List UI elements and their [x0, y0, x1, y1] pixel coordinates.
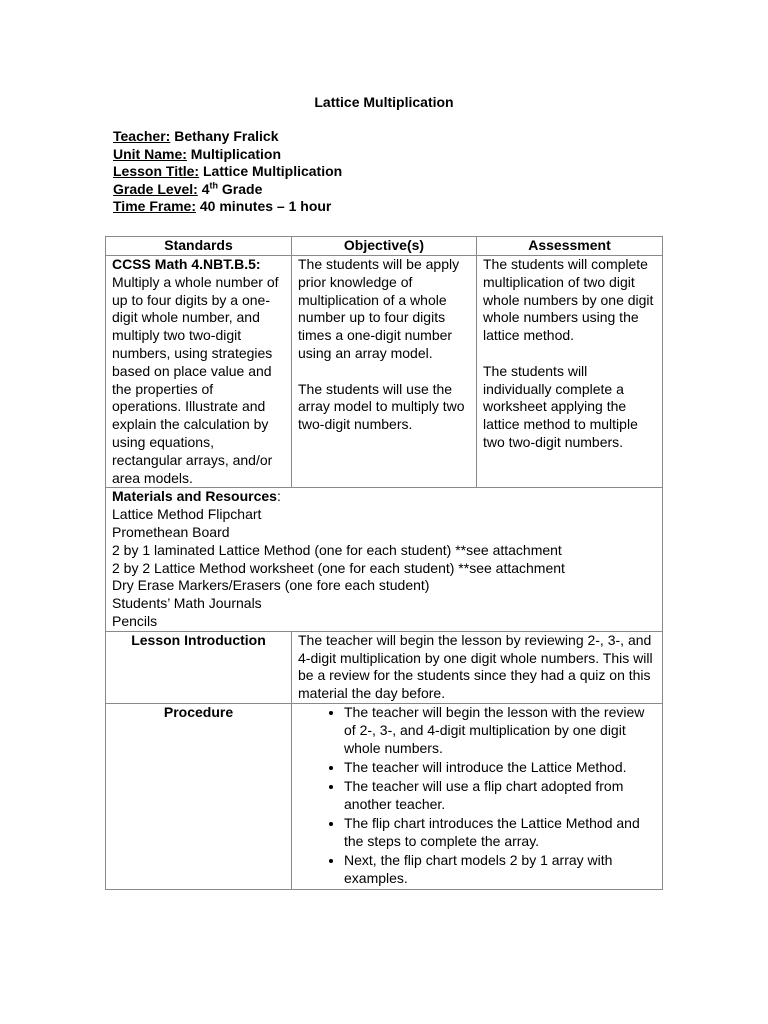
introduction-text: The teacher will begin the lesson by reviewing 2-, 3-, and 4-digit multiplication by one digit whole numbers. This will be a review for the students since they had a quiz on this material the day before. — [292, 631, 663, 703]
standards-cell — [106, 256, 292, 488]
info-label: Grade Level: — [113, 180, 198, 197]
info-time-frame — [113, 198, 342, 216]
header-objectives: Objective(s) — [292, 237, 477, 256]
info-value: Lattice Multiplication — [199, 163, 343, 179]
ordinal-suffix: th — [209, 179, 219, 190]
info-teacher — [113, 128, 342, 146]
info-value: Bethany Fralick — [170, 128, 279, 144]
procedure-step: • The flip chart introduces the Lattice Method and the steps to complete the array. — [344, 815, 656, 851]
procedure-step: • The teacher will begin the lesson with the review of 2-, 3-, and 4-digit multiplication by one digit whole numbers. — [344, 704, 656, 757]
procedure-step: • The teacher will introduce the Lattice Method. — [344, 759, 656, 777]
paragraph-gap — [298, 363, 470, 381]
procedure-label: Procedure — [106, 703, 292, 889]
procedure-list — [298, 704, 656, 888]
table-header-row — [106, 237, 663, 256]
objectives-cell — [292, 256, 477, 488]
materials-heading-line — [112, 488, 656, 506]
info-grade-level — [113, 181, 342, 199]
info-label: Time Frame: — [113, 198, 196, 214]
materials-colon: : — [276, 488, 281, 505]
materials-item: Lattice Method Flipchart — [112, 506, 262, 523]
procedure-step: • Next, the flip chart models 2 by 1 array with examples. — [344, 852, 656, 888]
materials-cell — [106, 488, 663, 631]
lesson-plan-table — [105, 236, 663, 890]
assessment-2: The students will individually complete a worksheet applying the lattice method to multiple two two-digit numbers. — [483, 362, 638, 450]
introduction-label: Lesson Introduction — [106, 631, 292, 703]
info-value: 4 — [197, 180, 210, 197]
paragraph-gap — [483, 345, 656, 363]
info-label: Unit Name: — [113, 145, 187, 162]
info-unit-name — [113, 146, 342, 164]
info-value: 40 minutes – 1 hour — [196, 198, 332, 214]
table-row-procedure — [106, 703, 663, 889]
materials-item: Students’ Math Journals — [112, 595, 262, 612]
objective-2: The students will use the array model to multiply two two-digit numbers. — [298, 380, 465, 433]
objective-1: The students will be apply prior knowledge of multiplication of a whole number up to four digits times a one-digit number using an array model. — [298, 256, 460, 361]
assessment-1: The students will complete multiplication of two digit whole numbers by one digit whole numbers using the lattice method. — [483, 256, 654, 344]
materials-item: Dry Erase Markers/Erasers (one fore each student) — [112, 577, 430, 594]
header-assessment: Assessment — [477, 237, 663, 256]
materials-heading: Materials and Resources — [112, 488, 277, 505]
procedure-cell — [292, 703, 663, 889]
lesson-info-block — [113, 128, 342, 216]
info-lesson-title — [113, 163, 342, 181]
info-value: Grade — [218, 180, 263, 197]
standard-text: Multiply a whole number of up to four digits by a one-digit whole number, and multiply two two-digit numbers, using strategies based on place value and the properties of operations. Illustrate and explain the calculation by using equations, rectangular arrays, and/or area models. — [112, 273, 279, 486]
materials-item: Promethean Board — [112, 523, 230, 540]
materials-item: 2 by 1 laminated Lattice Method (one for each student) **see attachment — [112, 541, 562, 558]
document-title: Lattice Multiplication — [314, 94, 454, 110]
assessment-cell — [477, 256, 663, 488]
info-label: Lesson Title: — [113, 163, 200, 179]
header-standards: Standards — [106, 237, 292, 256]
info-value: Multiplication — [186, 145, 282, 162]
materials-item: 2 by 2 Lattice Method worksheet (one for each student) **see attachment — [112, 559, 565, 576]
table-row-introduction — [106, 631, 663, 703]
standard-code: CCSS Math 4.NBT.B.5: — [112, 256, 261, 272]
materials-item: Pencils — [112, 612, 158, 629]
procedure-step: • The teacher will use a flip chart adopted from another teacher. — [344, 778, 656, 814]
table-row-materials — [106, 488, 663, 631]
table-row-standards — [106, 256, 663, 488]
info-label: Teacher: — [113, 128, 171, 144]
